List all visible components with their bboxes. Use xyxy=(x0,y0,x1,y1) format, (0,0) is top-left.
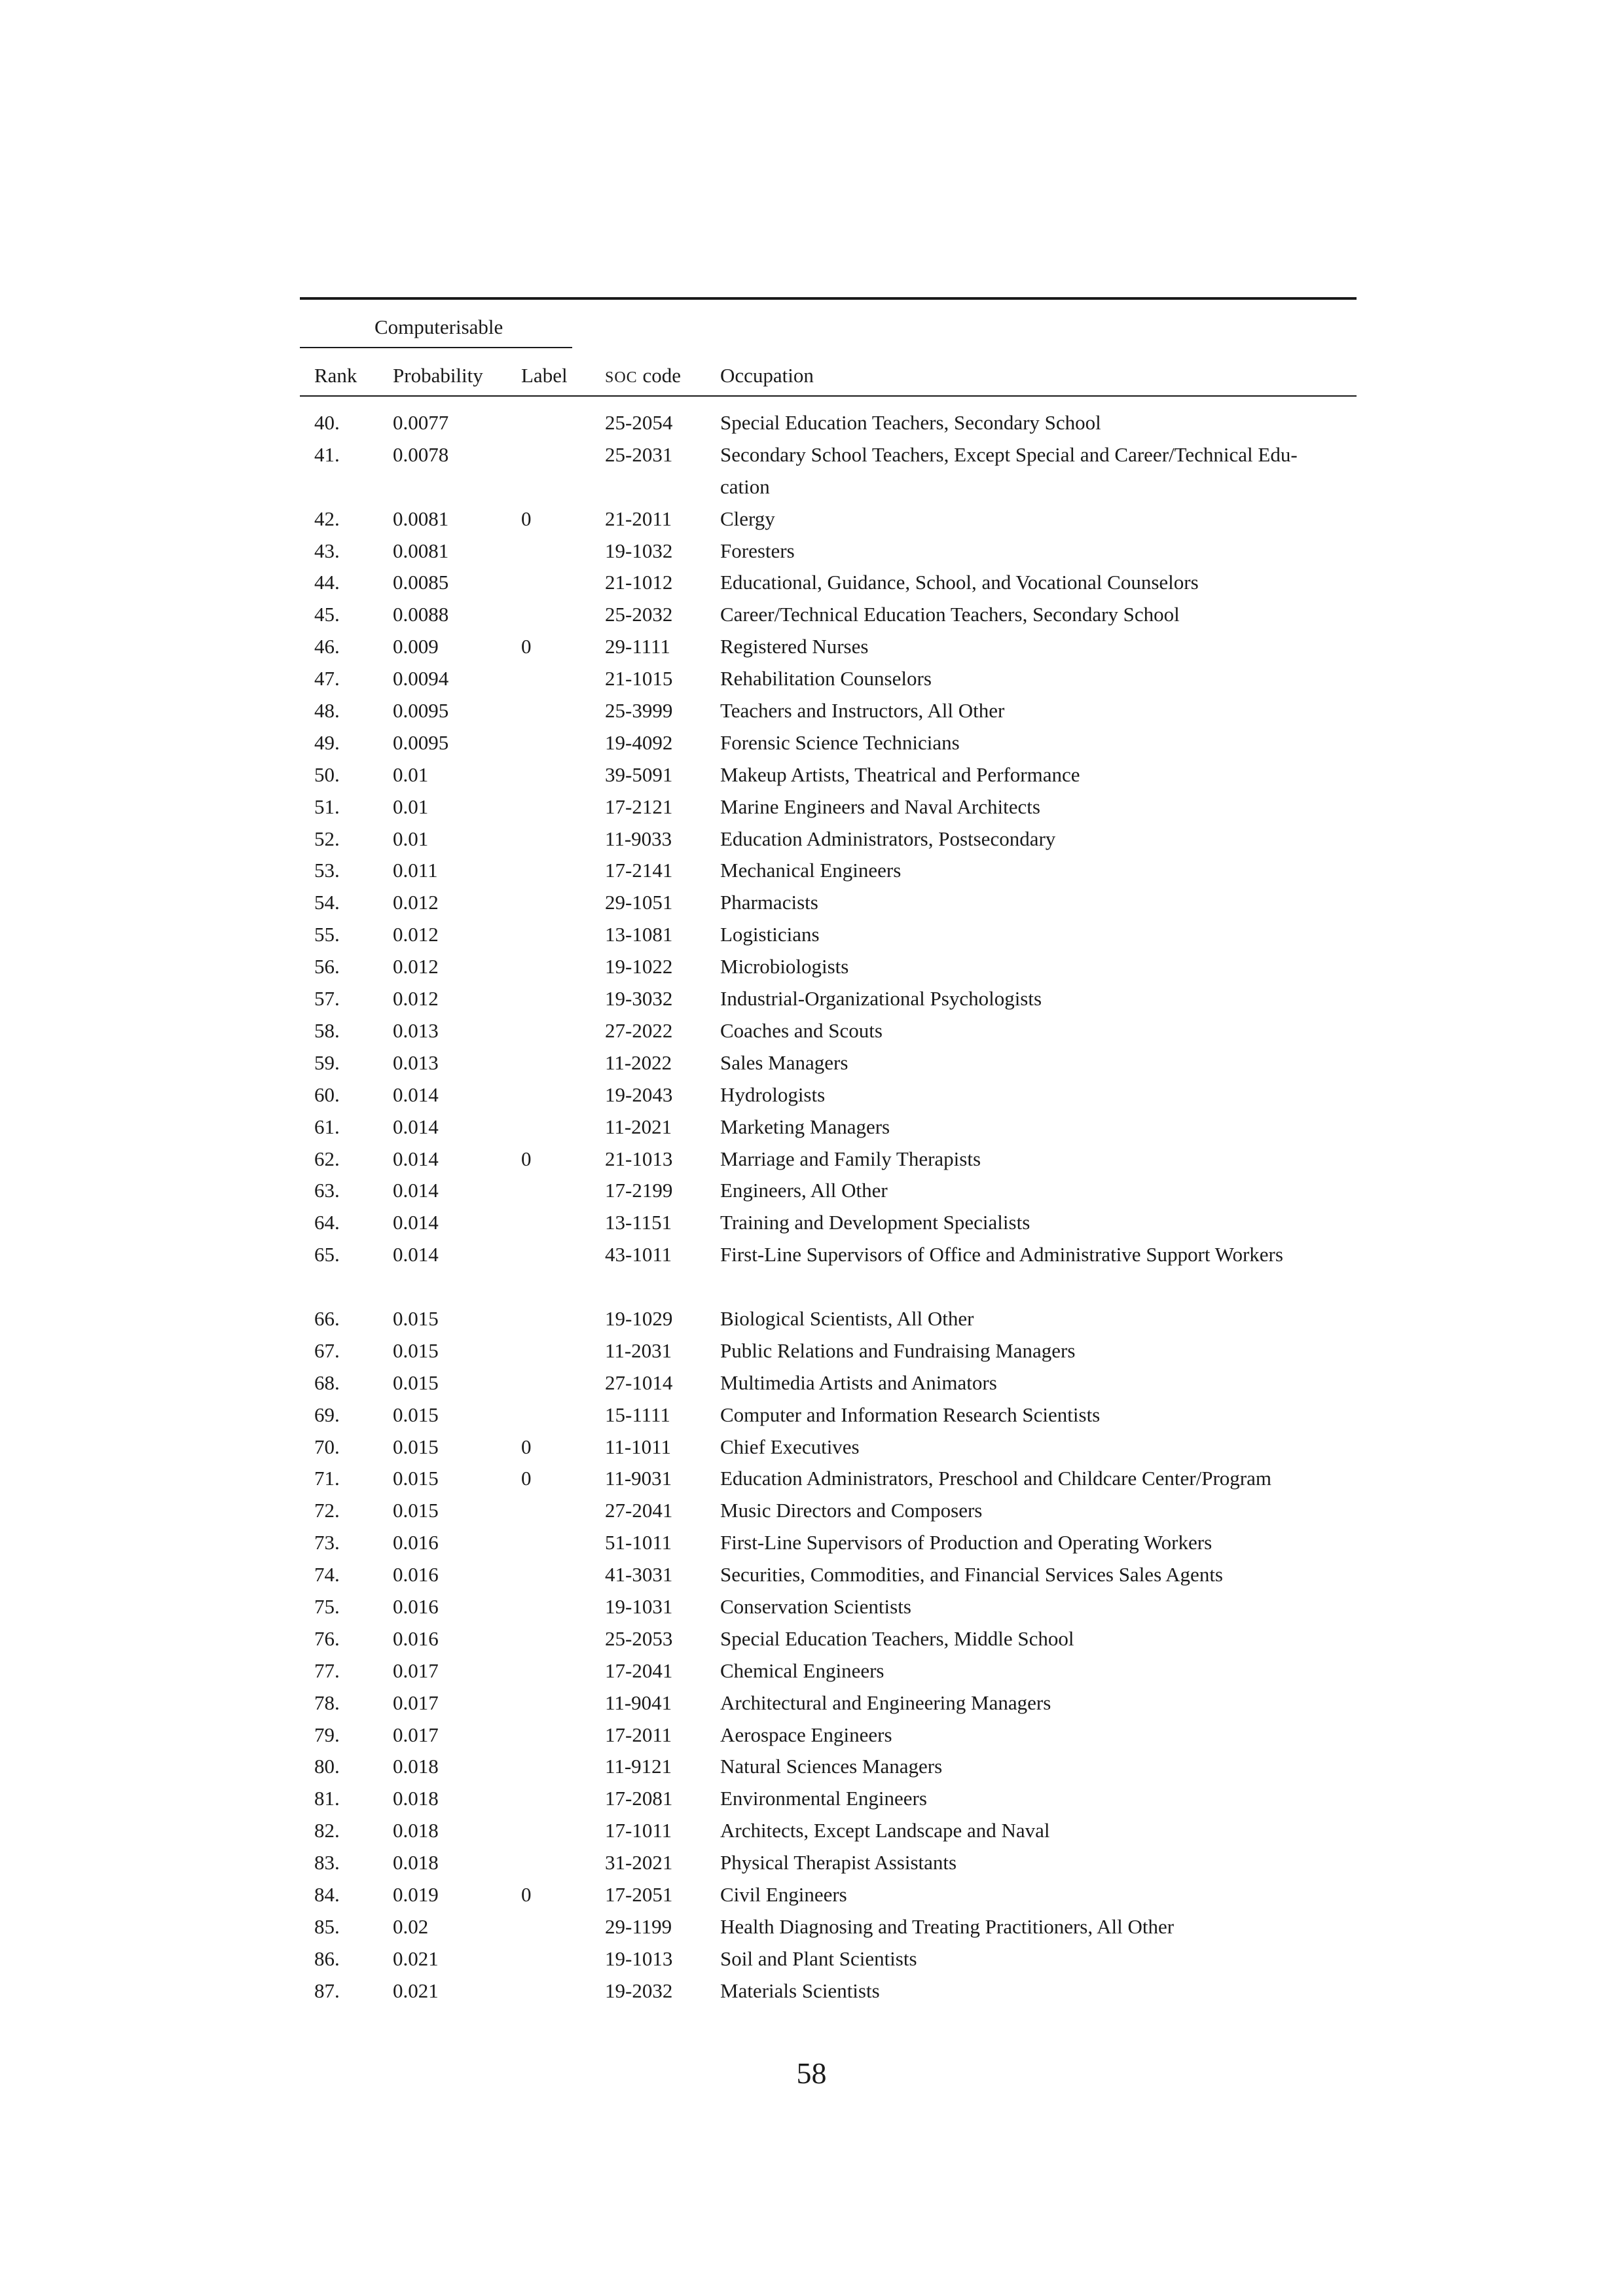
table-row xyxy=(300,439,1357,503)
soc-code-cell: 27-2022 xyxy=(605,1018,673,1042)
soc-code-cell: 19-1032 xyxy=(605,539,673,562)
occupation-cell: Architects, Except Landscape and Naval xyxy=(720,1819,1050,1842)
probability-cell: 0.014 xyxy=(393,1243,439,1266)
table-row xyxy=(300,1335,1357,1367)
probability-cell: 0.021 xyxy=(393,1946,439,1970)
occupation-cell: Health Diagnosing and Treating Practitioners, All Other xyxy=(720,1914,1175,1938)
table-row xyxy=(300,1719,1357,1751)
table-row xyxy=(300,1463,1357,1495)
rank-cell: 74. xyxy=(314,1563,340,1587)
occupation-cell: Computer and Information Research Scientists xyxy=(720,1403,1101,1426)
occupation-cell: Secondary School Teachers, Except Special and Career/Technical Edu- cation xyxy=(720,442,1298,498)
occupation-cell: Special Education Teachers, Secondary School xyxy=(720,411,1101,434)
table-body xyxy=(300,407,1357,2007)
rank-cell: 78. xyxy=(314,1691,340,1714)
occupation-cell: Industrial-Organizational Psychologists xyxy=(720,987,1042,1011)
probability-cell: 0.021 xyxy=(393,1979,439,2002)
group-header-label: Computerisable xyxy=(374,315,503,338)
occupation-cell: Environmental Engineers xyxy=(720,1787,927,1810)
probability-cell: 0.015 xyxy=(393,1338,439,1362)
rank-cell: 66. xyxy=(314,1306,340,1330)
table-row xyxy=(300,663,1357,695)
rank-cell: 58. xyxy=(314,1018,340,1042)
table-row xyxy=(300,887,1357,919)
probability-cell: 0.015 xyxy=(393,1371,439,1394)
soc-code-cell: 19-1031 xyxy=(605,1594,673,1618)
probability-cell: 0.013 xyxy=(393,1018,439,1042)
soc-smallcaps: SOC xyxy=(605,369,638,386)
label-cell: 0 xyxy=(521,635,532,658)
occupation-cell: Music Directors and Composers xyxy=(720,1499,983,1522)
soc-code-cell: 17-2081 xyxy=(605,1787,673,1810)
rank-cell: 84. xyxy=(314,1883,340,1906)
occupation-cell: Foresters xyxy=(720,539,795,562)
rank-cell: 76. xyxy=(314,1626,340,1650)
soc-code-cell: 11-1011 xyxy=(605,1435,672,1458)
table-row xyxy=(300,631,1357,663)
soc-code-cell: 29-1111 xyxy=(605,635,670,658)
probability-cell: 0.014 xyxy=(393,1083,439,1106)
probability-cell: 0.015 xyxy=(393,1499,439,1522)
header-bottom-rule xyxy=(300,395,1357,397)
rank-cell: 68. xyxy=(314,1371,340,1394)
occupation-cell: Marine Engineers and Naval Architects xyxy=(720,795,1040,818)
col-header-probability: Probability xyxy=(393,364,483,387)
occupation-cell: Conservation Scientists xyxy=(720,1594,911,1618)
rank-cell: 44. xyxy=(314,571,340,594)
soc-code-cell: 17-2121 xyxy=(605,795,673,818)
table-row xyxy=(300,1783,1357,1815)
table-row xyxy=(300,1175,1357,1207)
label-cell: 0 xyxy=(521,507,532,530)
soc-code-cell: 11-2031 xyxy=(605,1338,672,1362)
soc-code-cell: 41-3031 xyxy=(605,1563,673,1587)
rank-cell: 52. xyxy=(314,827,340,850)
probability-cell: 0.012 xyxy=(393,955,439,978)
probability-cell: 0.011 xyxy=(393,859,438,882)
occupation-cell: Soil and Plant Scientists xyxy=(720,1946,917,1970)
table-row xyxy=(300,951,1357,983)
table-row xyxy=(300,1047,1357,1079)
col-header-occupation: Occupation xyxy=(720,364,814,387)
soc-code-cell: 27-1014 xyxy=(605,1371,673,1394)
rank-cell: 71. xyxy=(314,1467,340,1490)
occupation-cell: First-Line Supervisors of Production and Operating Workers xyxy=(720,1531,1213,1554)
soc-code-cell: 17-1011 xyxy=(605,1819,672,1842)
soc-code-cell: 15-1111 xyxy=(605,1403,670,1426)
table-top-rule xyxy=(300,297,1357,300)
occupation-cell: Registered Nurses xyxy=(720,635,869,658)
soc-code-cell: 39-5091 xyxy=(605,762,673,786)
soc-code-cell: 21-2011 xyxy=(605,507,672,530)
col-header-soc xyxy=(605,363,681,389)
probability-cell: 0.018 xyxy=(393,1819,439,1842)
probability-cell: 0.015 xyxy=(393,1467,439,1490)
soc-code-cell: 27-2041 xyxy=(605,1499,673,1522)
occupation-cell: Makeup Artists, Theatrical and Performance xyxy=(720,762,1080,786)
probability-cell: 0.019 xyxy=(393,1883,439,1906)
rank-cell: 67. xyxy=(314,1338,340,1362)
probability-cell: 0.015 xyxy=(393,1403,439,1426)
table-row xyxy=(300,1431,1357,1463)
soc-code-cell: 21-1012 xyxy=(605,571,673,594)
soc-code-cell: 17-2041 xyxy=(605,1659,673,1682)
occupation-cell: Chemical Engineers xyxy=(720,1659,884,1682)
occupation-cell: Multimedia Artists and Animators xyxy=(720,1371,997,1394)
occupation-cell: Rehabilitation Counselors xyxy=(720,667,932,691)
occupation-cell: Special Education Teachers, Middle School xyxy=(720,1626,1074,1650)
occupation-cell: Engineers, All Other xyxy=(720,1179,888,1202)
rank-cell: 61. xyxy=(314,1115,340,1138)
rank-cell: 45. xyxy=(314,603,340,626)
table-row xyxy=(300,1079,1357,1111)
table-row xyxy=(300,727,1357,759)
probability-cell: 0.0088 xyxy=(393,603,449,626)
rank-cell: 79. xyxy=(314,1723,340,1746)
occupation-cell: First-Line Supervisors of Office and Administrative Support Workers xyxy=(720,1243,1283,1266)
occupation-cell: Microbiologists xyxy=(720,955,849,978)
probability-cell: 0.01 xyxy=(393,762,429,786)
soc-code-cell: 25-3999 xyxy=(605,699,673,723)
label-cell: 0 xyxy=(521,1435,532,1458)
table-row xyxy=(300,983,1357,1015)
table-row xyxy=(300,1303,1357,1335)
soc-code-cell: 19-4092 xyxy=(605,730,673,754)
probability-cell: 0.016 xyxy=(393,1563,439,1587)
soc-code-cell: 25-2053 xyxy=(605,1626,673,1650)
rank-cell: 57. xyxy=(314,987,340,1011)
soc-code-cell: 11-9031 xyxy=(605,1467,672,1490)
soc-code-cell: 19-1022 xyxy=(605,955,673,978)
soc-code-cell: 29-1051 xyxy=(605,891,673,914)
probability-cell: 0.0081 xyxy=(393,539,449,562)
probability-cell: 0.0085 xyxy=(393,571,449,594)
occupation-cell: Training and Development Specialists xyxy=(720,1211,1030,1234)
rank-cell: 72. xyxy=(314,1499,340,1522)
rank-cell: 75. xyxy=(314,1594,340,1618)
probability-cell: 0.01 xyxy=(393,795,429,818)
label-cell: 0 xyxy=(521,1883,532,1906)
probability-cell: 0.016 xyxy=(393,1594,439,1618)
rank-cell: 42. xyxy=(314,507,340,530)
soc-code-cell: 11-9041 xyxy=(605,1691,672,1714)
rank-cell: 60. xyxy=(314,1083,340,1106)
probability-cell: 0.014 xyxy=(393,1179,439,1202)
table-row xyxy=(300,759,1357,791)
occupation-cell: Pharmacists xyxy=(720,891,818,914)
occupation-cell: Mechanical Engineers xyxy=(720,859,902,882)
soc-code-cell: 19-3032 xyxy=(605,987,673,1011)
rank-cell: 85. xyxy=(314,1914,340,1938)
table-row xyxy=(300,1623,1357,1655)
occupation-cell: Biological Scientists, All Other xyxy=(720,1306,974,1330)
rank-cell: 59. xyxy=(314,1050,340,1074)
rank-cell: 55. xyxy=(314,923,340,946)
rank-cell: 51. xyxy=(314,795,340,818)
probability-cell: 0.0081 xyxy=(393,507,449,530)
probability-cell: 0.016 xyxy=(393,1531,439,1554)
occupation-cell: Natural Sciences Managers xyxy=(720,1755,943,1778)
probability-cell: 0.013 xyxy=(393,1050,439,1074)
table-row xyxy=(300,599,1357,631)
probability-cell: 0.009 xyxy=(393,635,439,658)
table-row xyxy=(300,695,1357,727)
rank-cell: 53. xyxy=(314,859,340,882)
table-row xyxy=(300,1911,1357,1943)
probability-cell: 0.012 xyxy=(393,891,439,914)
occupation-cell: Educational, Guidance, School, and Vocational Counselors xyxy=(720,571,1199,594)
occupation-cell: Chief Executives xyxy=(720,1435,860,1458)
probability-cell: 0.017 xyxy=(393,1659,439,1682)
rank-cell: 65. xyxy=(314,1243,340,1266)
soc-code-cell: 29-1199 xyxy=(605,1914,672,1938)
table-row xyxy=(300,1015,1357,1047)
occupation-cell: Logisticians xyxy=(720,923,820,946)
table-row xyxy=(300,567,1357,599)
soc-code-cell: 25-2054 xyxy=(605,411,673,434)
table-row xyxy=(300,1879,1357,1911)
table-row xyxy=(300,1751,1357,1783)
probability-cell: 0.016 xyxy=(393,1626,439,1650)
table-row xyxy=(300,791,1357,823)
soc-code-cell: 25-2031 xyxy=(605,442,673,466)
table-row xyxy=(300,1815,1357,1847)
soc-code-cell: 19-1013 xyxy=(605,1946,673,1970)
soc-code-cell: 11-2022 xyxy=(605,1050,672,1074)
probability-cell: 0.017 xyxy=(393,1723,439,1746)
rank-cell: 82. xyxy=(314,1819,340,1842)
probability-cell: 0.02 xyxy=(393,1914,429,1938)
rank-cell: 69. xyxy=(314,1403,340,1426)
table-row xyxy=(300,1655,1357,1687)
soc-code-word: code xyxy=(637,364,681,387)
table-row xyxy=(300,1975,1357,2007)
col-header-rank: Rank xyxy=(314,364,357,387)
soc-code-cell: 21-1015 xyxy=(605,667,673,691)
rank-cell: 56. xyxy=(314,955,340,978)
soc-code-cell: 19-2043 xyxy=(605,1083,673,1106)
col-header-label: Label xyxy=(521,364,568,387)
soc-code-cell: 25-2032 xyxy=(605,603,673,626)
table-row xyxy=(300,1207,1357,1239)
page-number: 58 xyxy=(796,2056,827,2090)
soc-code-cell: 13-1151 xyxy=(605,1211,672,1234)
probability-cell: 0.018 xyxy=(393,1787,439,1810)
soc-code-cell: 19-2032 xyxy=(605,1979,673,2002)
rank-cell: 87. xyxy=(314,1979,340,2002)
rank-cell: 64. xyxy=(314,1211,340,1234)
rank-cell: 77. xyxy=(314,1659,340,1682)
occupation-cell: Marriage and Family Therapists xyxy=(720,1147,981,1170)
soc-code-cell: 51-1011 xyxy=(605,1531,672,1554)
table-row xyxy=(300,1111,1357,1143)
soc-code-cell: 11-9033 xyxy=(605,827,672,850)
probability-cell: 0.014 xyxy=(393,1211,439,1234)
occupation-cell: Hydrologists xyxy=(720,1083,826,1106)
soc-code-cell: 17-2141 xyxy=(605,859,673,882)
probability-cell: 0.0095 xyxy=(393,730,449,754)
probability-cell: 0.01 xyxy=(393,827,429,850)
occupation-cell: Civil Engineers xyxy=(720,1883,847,1906)
probability-cell: 0.018 xyxy=(393,1851,439,1874)
rank-cell: 63. xyxy=(314,1179,340,1202)
soc-code-cell: 21-1013 xyxy=(605,1147,673,1170)
occupation-cell: Education Administrators, Preschool and Childcare Center/Program xyxy=(720,1467,1271,1490)
rank-cell: 54. xyxy=(314,891,340,914)
soc-code-cell: 17-2011 xyxy=(605,1723,672,1746)
occupation-cell: Sales Managers xyxy=(720,1050,848,1074)
table-row xyxy=(300,1399,1357,1431)
table-row xyxy=(300,1559,1357,1591)
table-row xyxy=(300,1239,1357,1303)
rank-cell: 46. xyxy=(314,635,340,658)
probability-cell: 0.015 xyxy=(393,1435,439,1458)
occupation-cell: Aerospace Engineers xyxy=(720,1723,892,1746)
occupation-cell: Career/Technical Education Teachers, Secondary School xyxy=(720,603,1180,626)
soc-code-cell: 17-2051 xyxy=(605,1883,673,1906)
rank-cell: 49. xyxy=(314,730,340,754)
rank-cell: 80. xyxy=(314,1755,340,1778)
rank-cell: 50. xyxy=(314,762,340,786)
soc-code-cell: 31-2021 xyxy=(605,1851,673,1874)
rank-cell: 48. xyxy=(314,699,340,723)
probability-cell: 0.0078 xyxy=(393,442,449,466)
rank-cell: 81. xyxy=(314,1787,340,1810)
probability-cell: 0.012 xyxy=(393,987,439,1011)
rank-cell: 47. xyxy=(314,667,340,691)
label-cell: 0 xyxy=(521,1147,532,1170)
label-cell: 0 xyxy=(521,1467,532,1490)
table-row xyxy=(300,1591,1357,1623)
probability-cell: 0.0095 xyxy=(393,699,449,723)
rank-cell: 40. xyxy=(314,411,340,434)
group-header-rule xyxy=(300,347,572,348)
occupation-cell: Teachers and Instructors, All Other xyxy=(720,699,1005,723)
table-row xyxy=(300,1847,1357,1879)
occupation-cell: Marketing Managers xyxy=(720,1115,890,1138)
occupation-cell: Clergy xyxy=(720,507,775,530)
occupation-cell: Coaches and Scouts xyxy=(720,1018,883,1042)
soc-code-cell: 19-1029 xyxy=(605,1306,673,1330)
probability-cell: 0.014 xyxy=(393,1115,439,1138)
table-row xyxy=(300,855,1357,887)
table-row xyxy=(300,407,1357,439)
soc-code-cell: 11-2021 xyxy=(605,1115,672,1138)
table-row xyxy=(300,503,1357,535)
table-row xyxy=(300,1943,1357,1975)
occupation-cell: Securities, Commodities, and Financial Services Sales Agents xyxy=(720,1563,1223,1587)
rank-cell: 83. xyxy=(314,1851,340,1874)
occupation-cell: Education Administrators, Postsecondary xyxy=(720,827,1056,850)
rank-cell: 70. xyxy=(314,1435,340,1458)
rank-cell: 86. xyxy=(314,1946,340,1970)
probability-cell: 0.018 xyxy=(393,1755,439,1778)
occupation-cell: Materials Scientists xyxy=(720,1979,880,2002)
probability-cell: 0.017 xyxy=(393,1691,439,1714)
table-row xyxy=(300,1495,1357,1527)
rank-cell: 43. xyxy=(314,539,340,562)
probability-cell: 0.014 xyxy=(393,1147,439,1170)
probability-cell: 0.012 xyxy=(393,923,439,946)
soc-code-cell: 43-1011 xyxy=(605,1243,672,1266)
occupation-cell: Architectural and Engineering Managers xyxy=(720,1691,1051,1714)
table-row xyxy=(300,1367,1357,1399)
probability-cell: 0.0094 xyxy=(393,667,449,691)
table-row xyxy=(300,823,1357,855)
table-row xyxy=(300,535,1357,567)
occupation-cell: Physical Therapist Assistants xyxy=(720,1851,957,1874)
soc-code-cell: 11-9121 xyxy=(605,1755,672,1778)
occupation-cell: Public Relations and Fundraising Managers xyxy=(720,1338,1076,1362)
occupation-cell: Forensic Science Technicians xyxy=(720,730,960,754)
rank-cell: 73. xyxy=(314,1531,340,1554)
rank-cell: 41. xyxy=(314,442,340,466)
probability-cell: 0.015 xyxy=(393,1306,439,1330)
soc-code-cell: 17-2199 xyxy=(605,1179,673,1202)
table-row xyxy=(300,1143,1357,1175)
table-row xyxy=(300,1687,1357,1719)
rank-cell: 62. xyxy=(314,1147,340,1170)
soc-code-cell: 13-1081 xyxy=(605,923,673,946)
table-row xyxy=(300,919,1357,951)
table-row xyxy=(300,1527,1357,1559)
probability-cell: 0.0077 xyxy=(393,411,449,434)
